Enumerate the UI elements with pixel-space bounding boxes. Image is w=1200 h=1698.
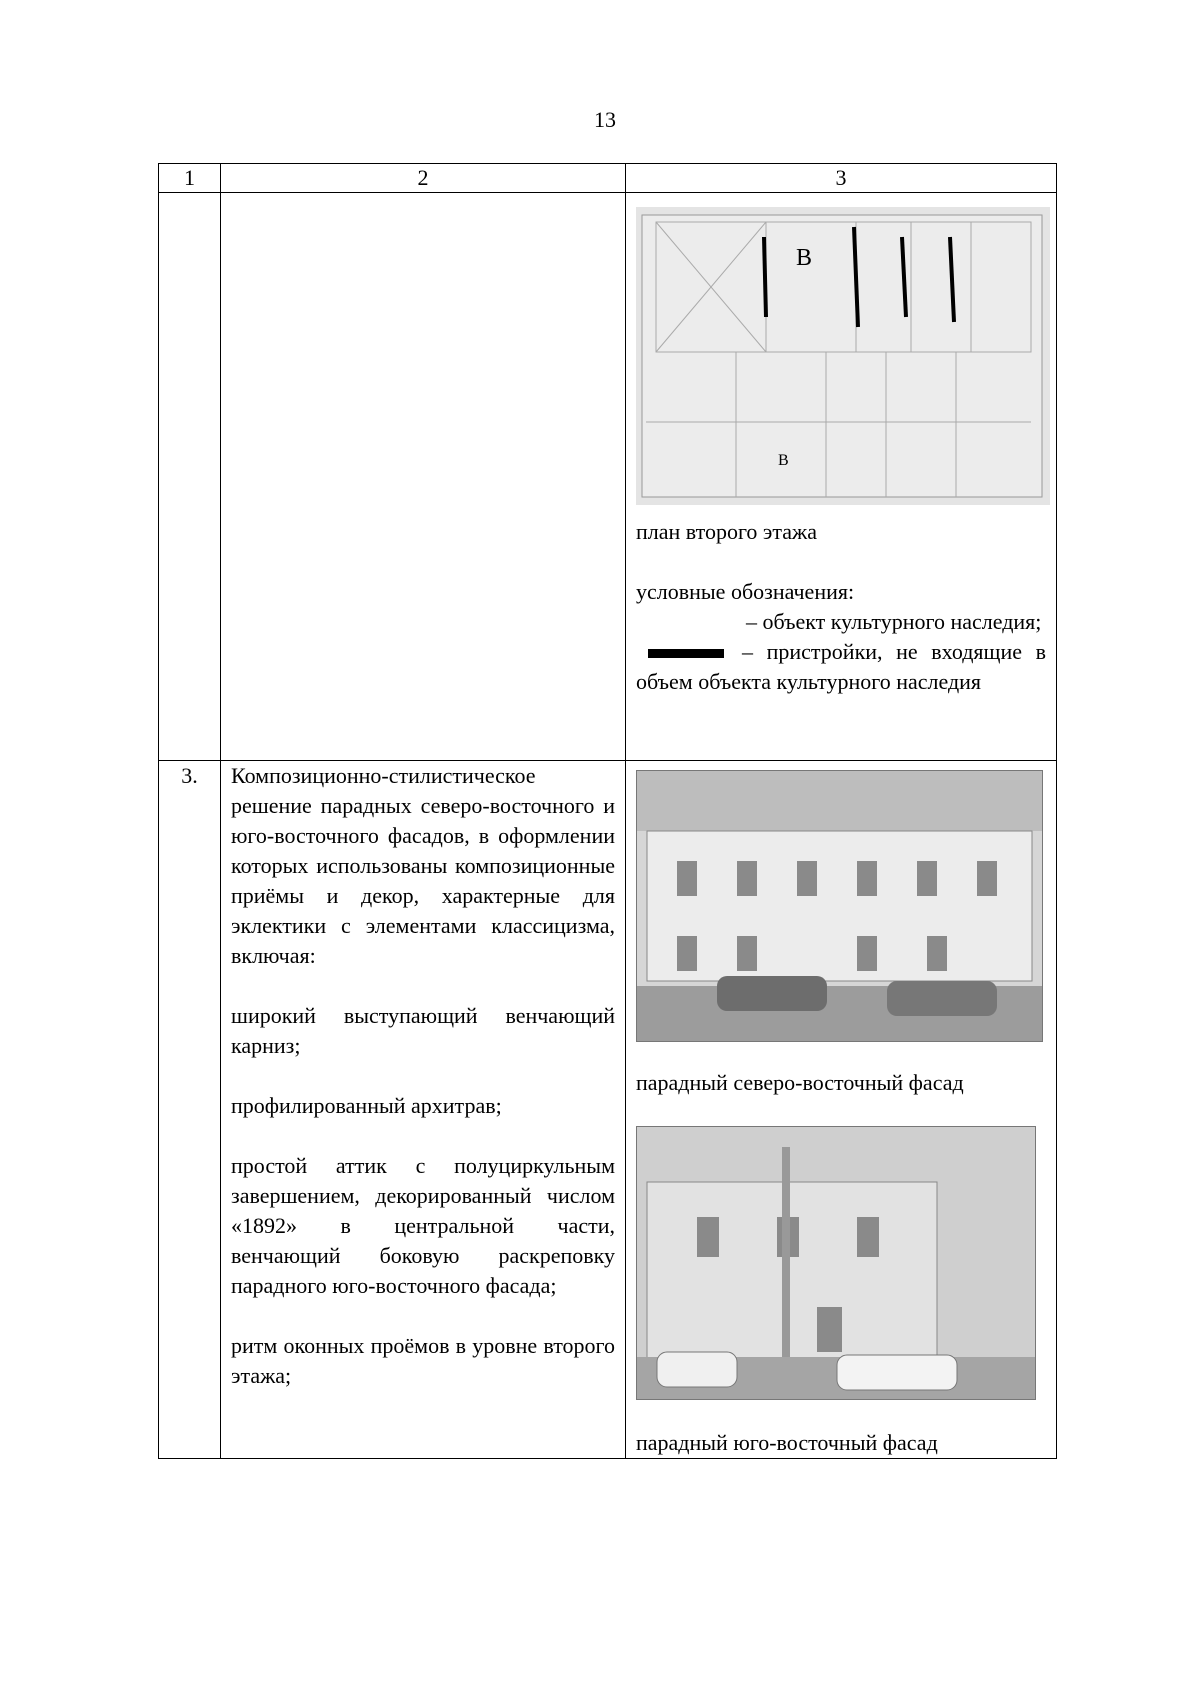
header-col-2: 2 xyxy=(221,164,626,193)
row-number: 3. xyxy=(159,761,221,1459)
page-number: 13 xyxy=(594,107,616,132)
heritage-table xyxy=(158,163,1057,1459)
photo2-caption: парадный юго-восточный фасад xyxy=(636,1430,938,1455)
legend-item-heritage: – объект культурного наследия; xyxy=(746,609,1042,634)
table-row xyxy=(159,761,1057,1459)
plan-label-b-bottom: В xyxy=(778,452,789,469)
photo1-caption: парадный северо-восточный фасад xyxy=(636,1070,964,1095)
feature-item: широкий выступающий венчающий карниз; xyxy=(231,1003,615,1058)
feature-item: ритм оконных проёмов в уровне второго этажа; xyxy=(231,1333,615,1388)
header-col-3: 3 xyxy=(626,164,1057,193)
row-intro-text: Композиционно-стилистическое решение парадных северо-восточного и юго-восточного фасадов, в оформлении которых использованы композиционные приёмы и декор, характерные для эклектики с элементами классицизма, включая: xyxy=(231,763,615,968)
header-col-1: 1 xyxy=(159,164,221,193)
northeast-facade-photo xyxy=(636,770,1043,1042)
second-floor-plan-image xyxy=(636,207,1050,505)
legend-item-additions: – пристройки, не входящие в объем объекта культурного наследия xyxy=(636,639,1046,694)
feature-item: простой аттик с полуциркульным завершением, декорированный числом «1892» в центральной части, венчающий боковую раскреповку парадного юго-восточного фасада; xyxy=(231,1153,615,1298)
header-row xyxy=(159,164,1057,193)
plan-caption: план второго этажа xyxy=(636,519,817,544)
southeast-facade-photo xyxy=(636,1126,1036,1400)
feature-item: профилированный архитрав; xyxy=(231,1093,502,1118)
black-bar-legend-icon xyxy=(648,649,724,658)
legend-title: условные обозначения: xyxy=(636,579,855,604)
table-row xyxy=(159,193,1057,761)
plan-label-b-top: В xyxy=(796,245,813,271)
